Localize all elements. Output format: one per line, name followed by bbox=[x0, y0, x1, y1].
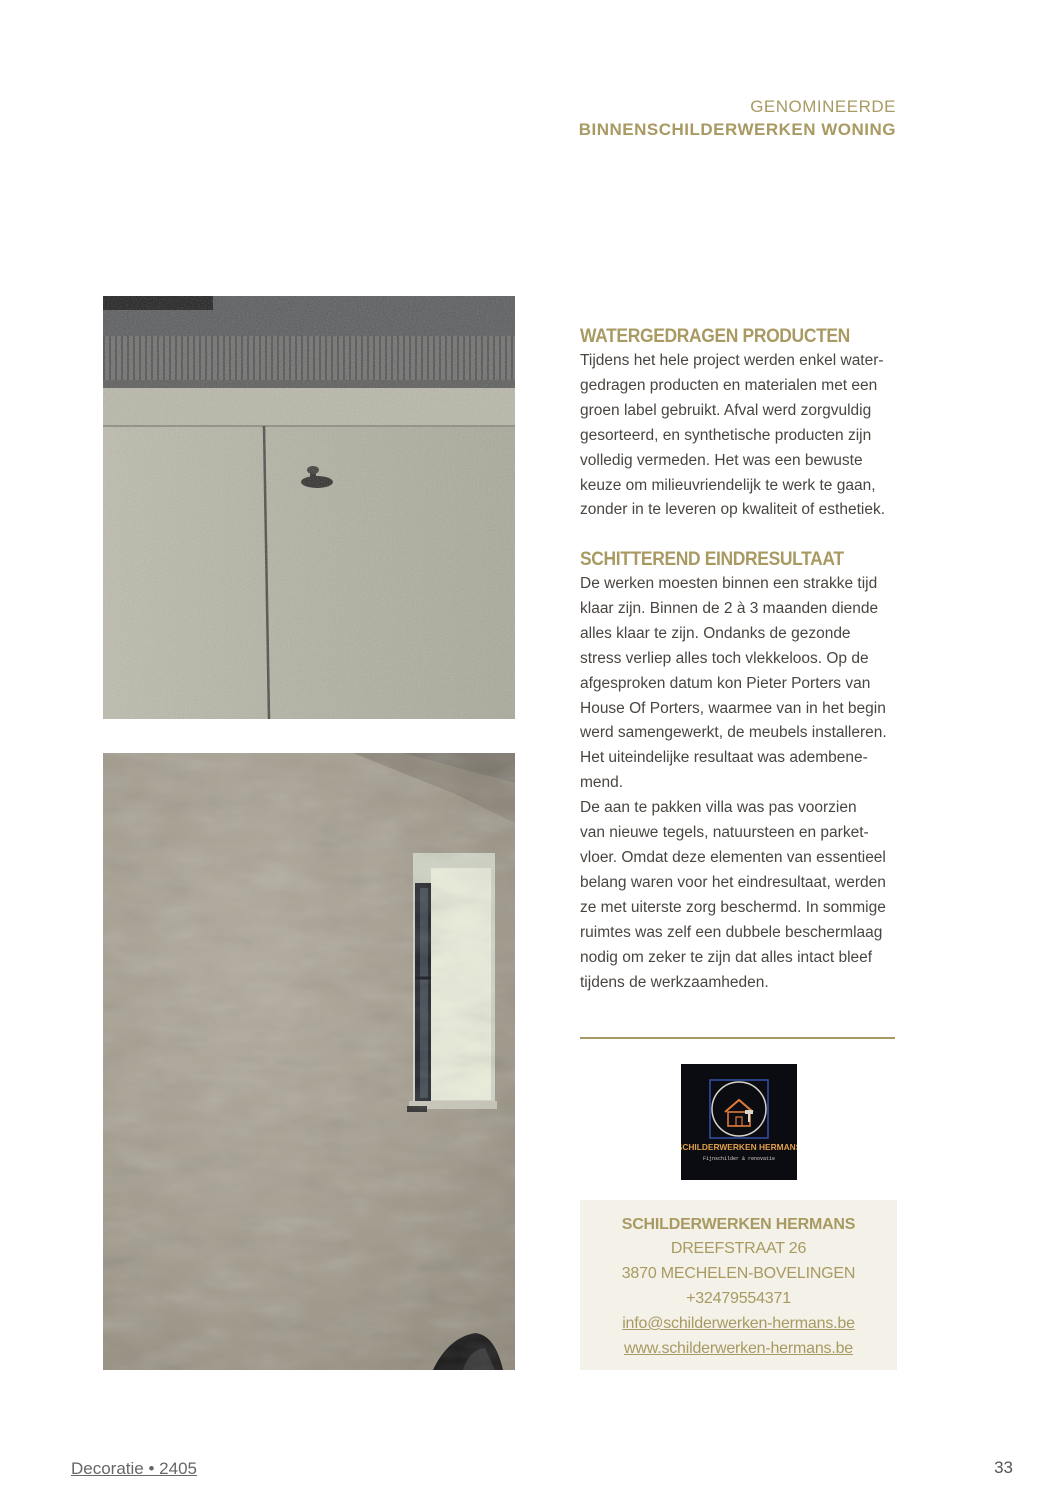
logo-tagline-text: Fijnschilder & renovatie bbox=[702, 1156, 776, 1162]
section-body: Tijdens het hele project werden enkel water- gedragen producten en materialen met een groen label gebruikt. Afval werd zorgvuldig gesorteerd, en synthetische producten zijn volledig vermeden. Het was een bewuste keuze om milieuvriendelijk te werk te gaan, zonder in te leveren op kwaliteit of esthetiek. bbox=[580, 352, 886, 519]
contact-email-link[interactable]: info@schilderwerken-hermans.be bbox=[622, 1315, 855, 1332]
header-title: BINNENSCHILDERWERKEN WONING bbox=[578, 120, 896, 139]
header-subtitle: GENOMINEERDE bbox=[750, 97, 896, 116]
section-watergedragen bbox=[580, 325, 896, 523]
contact-box bbox=[580, 1200, 897, 1370]
section-title: WATERGEDRAGEN PRODUCTEN bbox=[580, 326, 850, 347]
magazine-footer-link[interactable]: Decoratie • 2405 bbox=[71, 1459, 197, 1478]
contact-name: SCHILDERWERKEN HERMANS bbox=[621, 1216, 856, 1233]
contact-street: DREEFSTRAAT 26 bbox=[670, 1240, 807, 1257]
wall-photo bbox=[103, 753, 515, 1370]
page-header bbox=[579, 96, 896, 142]
section-body: De werken moesten binnen een strakke tijd klaar zijn. Binnen de 2 à 3 maanden diende alles klaar te zijn. Ondanks de gezonde stress verliep alles toch vlekkeloos. Op de afgesproken datum kon Pieter Porters van House Of Porters, waarmee van in het begin werd samengewerkt, de meubels installeren. Het uiteindelijke resultaat was adembene- mend. De aan te pakken villa was pas voorzien van nieuwe tegels, natuursteen en parket- vloer. Omdat deze elementen van essentieel belang waren voor het eindresultaat, werden ze met uiterste zorg beschermd. In sommige ruimtes was zelf een dubbele beschermlaag nodig om zeker te zijn dat alles intact bleef tijdens de werkzaamheden. bbox=[580, 575, 887, 991]
company-logo bbox=[681, 1064, 797, 1180]
contact-city: 3870 MECHELEN-BOVELINGEN bbox=[621, 1265, 856, 1282]
contact-phone: +32479554371 bbox=[686, 1290, 791, 1307]
divider-rule bbox=[580, 1037, 895, 1039]
page-number: 33 bbox=[994, 1458, 1013, 1477]
section-title: SCHITTEREND EINDRESULTAAT bbox=[580, 549, 844, 570]
contact-website-link[interactable]: www.schilderwerken-hermans.be bbox=[624, 1340, 853, 1357]
cabinet-photo bbox=[103, 296, 515, 719]
logo-company-text: SCHILDERWERKEN HERMANS bbox=[681, 1142, 797, 1152]
section-eindresultaat bbox=[580, 548, 896, 995]
